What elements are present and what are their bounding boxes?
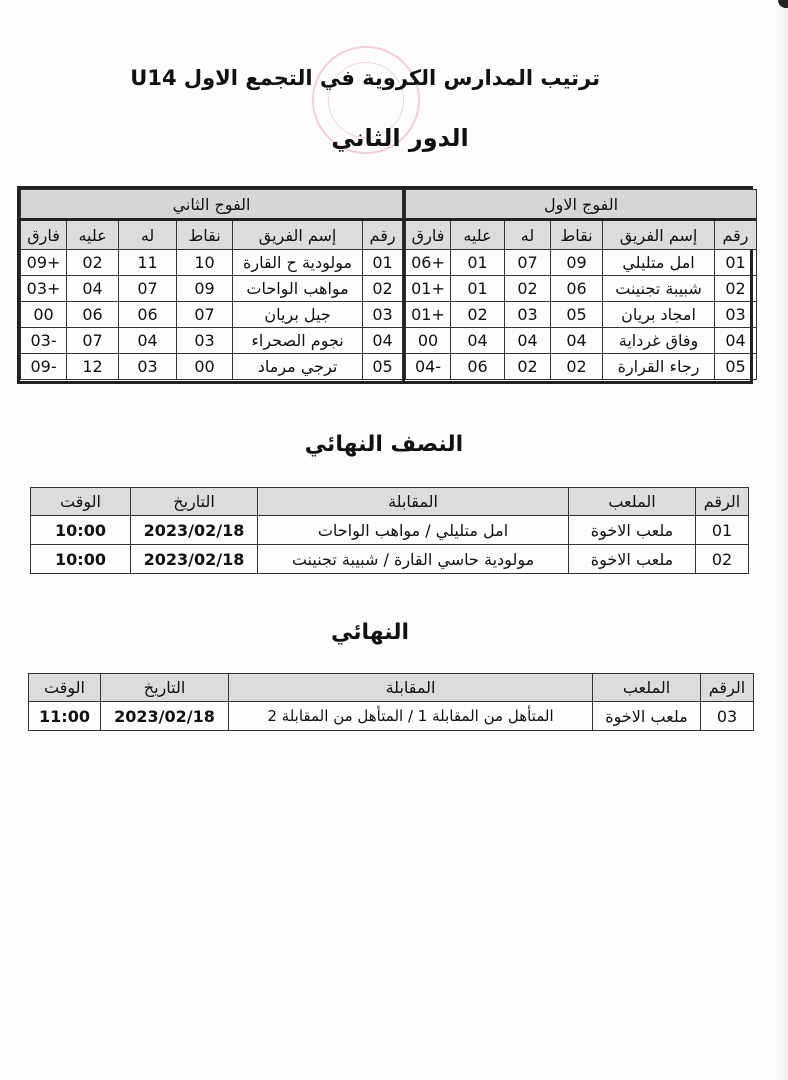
col-rank: رقم xyxy=(715,220,757,250)
col-points: نقاط xyxy=(551,220,603,250)
goals-against: 01 xyxy=(451,276,505,302)
points: 04 xyxy=(551,328,603,354)
goal-diff: 09- xyxy=(21,354,67,380)
col-for: له xyxy=(119,220,177,250)
match: امل متليلي / مواهب الواحات xyxy=(258,516,569,545)
col-date: التاريخ xyxy=(101,674,229,702)
points: 03 xyxy=(177,328,233,354)
group-2-standings xyxy=(17,186,405,384)
rank: 05 xyxy=(715,354,757,380)
team: ترجي مرماد xyxy=(233,354,363,380)
points: 10 xyxy=(177,250,233,276)
group-2-header-row xyxy=(21,220,403,250)
goals-for: 07 xyxy=(505,250,551,276)
points: 05 xyxy=(551,302,603,328)
table-row xyxy=(21,250,403,276)
goals-against: 04 xyxy=(451,328,505,354)
goals-for: 02 xyxy=(505,276,551,302)
col-points: نقاط xyxy=(177,220,233,250)
rank: 02 xyxy=(363,276,403,302)
final-title: النهائي xyxy=(330,620,410,645)
col-number: الرقم xyxy=(701,674,754,702)
rank: 04 xyxy=(715,328,757,354)
col-stadium: الملعب xyxy=(569,488,696,516)
match-date: 2023/02/18 xyxy=(131,545,258,574)
goals-for: 04 xyxy=(505,328,551,354)
group-1-table xyxy=(405,189,757,380)
rank: 04 xyxy=(363,328,403,354)
col-match: المقابلة xyxy=(258,488,569,516)
points: 02 xyxy=(551,354,603,380)
round-title: الدور الثاني xyxy=(331,124,469,152)
table-row xyxy=(406,354,757,380)
table-row xyxy=(406,276,757,302)
match: مولودية حاسي القارة / شبيبة تجنينت xyxy=(258,545,569,574)
table-row xyxy=(21,328,403,354)
points: 09 xyxy=(177,276,233,302)
points: 09 xyxy=(551,250,603,276)
col-rank: رقم xyxy=(363,220,403,250)
match-number: 03 xyxy=(701,702,754,731)
col-team: إسم الفريق xyxy=(603,220,715,250)
match: المتأهل من المقابلة 1 / المتأهل من المقابلة 2 xyxy=(229,702,593,731)
goals-for: 04 xyxy=(119,328,177,354)
goals-for: 06 xyxy=(119,302,177,328)
team: رجاء القرارة xyxy=(603,354,715,380)
goal-diff: 03+ xyxy=(21,276,67,302)
semifinal-header-row xyxy=(31,488,749,516)
goals-against: 06 xyxy=(67,302,119,328)
goal-diff: 00 xyxy=(406,328,451,354)
stadium: ملعب الاخوة xyxy=(593,702,701,731)
team: جيل بريان xyxy=(233,302,363,328)
group-2-table xyxy=(20,189,403,380)
col-for: له xyxy=(505,220,551,250)
points: 06 xyxy=(551,276,603,302)
table-row xyxy=(21,302,403,328)
col-number: الرقم xyxy=(696,488,749,516)
page-edge-shadow xyxy=(774,0,788,1080)
group-2-title: الفوج الثاني xyxy=(21,190,403,220)
goals-against: 12 xyxy=(67,354,119,380)
final-header-row xyxy=(29,674,754,702)
col-stadium: الملعب xyxy=(593,674,701,702)
goals-against: 02 xyxy=(451,302,505,328)
table-row xyxy=(29,702,754,731)
team: شبيبة تجنينت xyxy=(603,276,715,302)
rank: 01 xyxy=(363,250,403,276)
match-time: 11:00 xyxy=(29,702,101,731)
col-time: الوقت xyxy=(31,488,131,516)
rank: 01 xyxy=(715,250,757,276)
group-1-title: الفوج الاول xyxy=(406,190,757,220)
goals-against: 06 xyxy=(451,354,505,380)
rank: 03 xyxy=(363,302,403,328)
final-table xyxy=(28,673,754,731)
goal-diff: 01+ xyxy=(406,302,451,328)
goals-for: 03 xyxy=(119,354,177,380)
goal-diff: 01+ xyxy=(406,276,451,302)
team: امل متليلي xyxy=(603,250,715,276)
group-1-standings xyxy=(402,186,753,384)
col-date: التاريخ xyxy=(131,488,258,516)
table-row xyxy=(406,250,757,276)
goal-diff: 09+ xyxy=(21,250,67,276)
stadium: ملعب الاخوة xyxy=(569,516,696,545)
table-row xyxy=(406,302,757,328)
col-against: عليه xyxy=(451,220,505,250)
goal-diff: 06+ xyxy=(406,250,451,276)
points: 00 xyxy=(177,354,233,380)
col-team: إسم الفريق xyxy=(233,220,363,250)
rank: 05 xyxy=(363,354,403,380)
stadium: ملعب الاخوة xyxy=(569,545,696,574)
goal-diff: 00 xyxy=(21,302,67,328)
col-against: عليه xyxy=(67,220,119,250)
goals-for: 11 xyxy=(119,250,177,276)
match-date: 2023/02/18 xyxy=(101,702,229,731)
goals-against: 04 xyxy=(67,276,119,302)
goals-against: 07 xyxy=(67,328,119,354)
col-diff: فارق xyxy=(406,220,451,250)
semifinal-title: النصف النهائي xyxy=(304,432,464,457)
table-row xyxy=(406,328,757,354)
team: مولودية ح القارة xyxy=(233,250,363,276)
team: نجوم الصحراء xyxy=(233,328,363,354)
table-row xyxy=(21,354,403,380)
match-time: 10:00 xyxy=(31,516,131,545)
col-diff: فارق xyxy=(21,220,67,250)
goals-against: 01 xyxy=(451,250,505,276)
goals-against: 02 xyxy=(67,250,119,276)
col-time: الوقت xyxy=(29,674,101,702)
rank: 02 xyxy=(715,276,757,302)
group-1-header-row xyxy=(406,220,757,250)
team: مواهب الواحات xyxy=(233,276,363,302)
goals-for: 03 xyxy=(505,302,551,328)
goal-diff: 04- xyxy=(406,354,451,380)
table-row xyxy=(31,516,749,545)
goals-for: 07 xyxy=(119,276,177,302)
table-row xyxy=(21,276,403,302)
col-match: المقابلة xyxy=(229,674,593,702)
document-title: ترتيب المدارس الكروية في التجمع الاول U14 xyxy=(130,66,600,90)
points: 07 xyxy=(177,302,233,328)
match-time: 10:00 xyxy=(31,545,131,574)
semifinal-table xyxy=(30,487,749,574)
goals-for: 02 xyxy=(505,354,551,380)
table-row xyxy=(31,545,749,574)
match-number: 02 xyxy=(696,545,749,574)
team: وفاق غرداية xyxy=(603,328,715,354)
team: امجاد بريان xyxy=(603,302,715,328)
match-date: 2023/02/18 xyxy=(131,516,258,545)
rank: 03 xyxy=(715,302,757,328)
match-number: 01 xyxy=(696,516,749,545)
goal-diff: 03- xyxy=(21,328,67,354)
